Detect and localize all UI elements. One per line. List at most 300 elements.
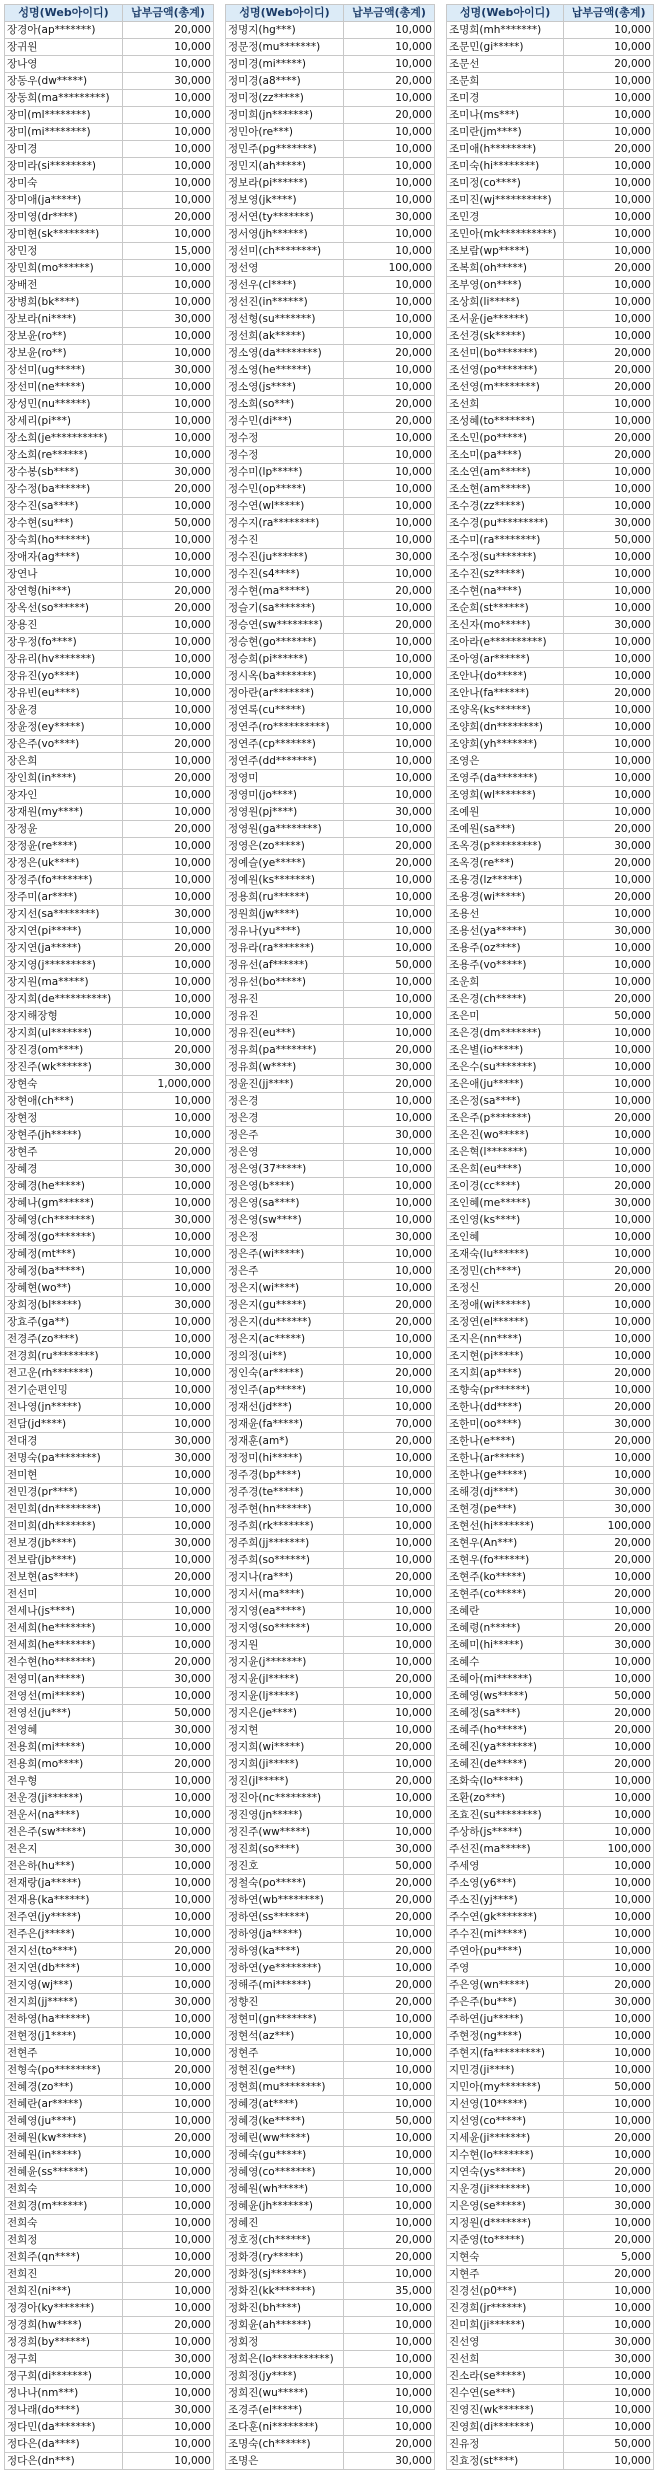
donation-amount: 20,000 bbox=[344, 1076, 435, 1093]
donation-amount: 20,000 bbox=[564, 889, 654, 906]
donor-name: 정선영 bbox=[226, 260, 344, 277]
donation-amount: 20,000 bbox=[564, 1756, 654, 1773]
donation-amount: 10,000 bbox=[123, 1093, 214, 1110]
donation-amount: 10,000 bbox=[564, 2419, 654, 2436]
donation-amount: 10,000 bbox=[123, 1501, 214, 1518]
table-row bbox=[226, 940, 435, 957]
donor-name: 조선미(bo*******) bbox=[447, 345, 564, 362]
donor-name: 정미경(a8****) bbox=[226, 73, 344, 90]
donor-name: 장유빈(eu****) bbox=[5, 685, 123, 702]
table-row bbox=[226, 345, 435, 362]
table-row bbox=[226, 2096, 435, 2113]
table-row bbox=[226, 1841, 435, 1858]
donor-name: 전나영(jn*****) bbox=[5, 1399, 123, 1416]
table-row bbox=[226, 362, 435, 379]
table-row bbox=[447, 1365, 654, 1382]
donor-name: 장혜경(he*****) bbox=[5, 1178, 123, 1195]
donation-amount: 10,000 bbox=[564, 1161, 654, 1178]
donation-amount: 10,000 bbox=[344, 1110, 435, 1127]
table-row bbox=[5, 2215, 214, 2232]
donation-amount: 10,000 bbox=[344, 1535, 435, 1552]
table-row bbox=[447, 1620, 654, 1637]
donor-name: 조아영(ar******) bbox=[447, 651, 564, 668]
donation-amount: 10,000 bbox=[344, 1620, 435, 1637]
donor-name: 장병희(bk****) bbox=[5, 294, 123, 311]
donation-amount: 10,000 bbox=[123, 2385, 214, 2402]
table-row bbox=[5, 2011, 214, 2028]
table-row bbox=[447, 974, 654, 991]
donation-amount: 10,000 bbox=[123, 1348, 214, 1365]
donor-name: 정미정(zz*****) bbox=[226, 90, 344, 107]
donor-name: 조효진(su********) bbox=[447, 1807, 564, 1824]
donation-amount: 20,000 bbox=[123, 1654, 214, 1671]
donation-amount: 10,000 bbox=[344, 39, 435, 56]
table-row bbox=[226, 2300, 435, 2317]
donation-amount: 20,000 bbox=[123, 583, 214, 600]
donor-name: 주연아(pu****) bbox=[447, 1943, 564, 1960]
donation-amount: 50,000 bbox=[564, 2436, 654, 2453]
table-row bbox=[226, 1365, 435, 1382]
table-row bbox=[5, 1042, 214, 1059]
donor-name: 장희정(bl*****) bbox=[5, 1297, 123, 1314]
table-row bbox=[226, 175, 435, 192]
table-row bbox=[5, 1433, 214, 1450]
donation-amount: 20,000 bbox=[344, 2436, 435, 2453]
donation-amount: 20,000 bbox=[564, 1977, 654, 1994]
donation-amount: 10,000 bbox=[344, 2130, 435, 2147]
donor-name: 조정민(ch****) bbox=[447, 1263, 564, 1280]
donor-name: 전미현 bbox=[5, 1467, 123, 1484]
header-amount: 납부금액(총계) bbox=[123, 5, 214, 22]
donor-name: 정하연(wb********) bbox=[226, 1892, 344, 1909]
donor-name: 진선영 bbox=[447, 2334, 564, 2351]
donation-amount: 10,000 bbox=[344, 277, 435, 294]
table-row bbox=[447, 651, 654, 668]
table-row bbox=[447, 2181, 654, 2198]
table-row bbox=[447, 2368, 654, 2385]
donor-name: 전혜란(ar*****) bbox=[5, 2096, 123, 2113]
donor-name: 조미정(co****) bbox=[447, 175, 564, 192]
donation-amount: 10,000 bbox=[344, 464, 435, 481]
donor-name: 전혜원(kw*****) bbox=[5, 2130, 123, 2147]
donation-amount: 10,000 bbox=[123, 2028, 214, 2045]
donor-name: 정지현 bbox=[226, 1722, 344, 1739]
table-row bbox=[447, 2249, 654, 2266]
donor-name: 정현석(az***) bbox=[226, 2028, 344, 2045]
donation-amount: 10,000 bbox=[123, 39, 214, 56]
donation-amount: 10,000 bbox=[564, 651, 654, 668]
donor-name: 전경주(zo****) bbox=[5, 1331, 123, 1348]
donor-name: 정하영(ka****) bbox=[226, 1943, 344, 1960]
donor-name: 전혜영(ju****) bbox=[5, 2113, 123, 2130]
donation-amount: 10,000 bbox=[344, 1484, 435, 1501]
donor-name: 정혜린(ww*****) bbox=[226, 2130, 344, 2147]
donor-name: 정혜윤(jh*******) bbox=[226, 2198, 344, 2215]
donor-name: 지정원(d*******) bbox=[447, 2215, 564, 2232]
table-row bbox=[447, 770, 654, 787]
table-row bbox=[447, 1909, 654, 1926]
donation-amount: 10,000 bbox=[564, 974, 654, 991]
donor-name: 주수연(gk*******) bbox=[447, 1909, 564, 1926]
donation-amount: 20,000 bbox=[564, 1178, 654, 1195]
donation-amount: 10,000 bbox=[344, 1450, 435, 1467]
donation-amount: 10,000 bbox=[564, 1909, 654, 1926]
donation-amount: 10,000 bbox=[344, 1756, 435, 1773]
table-row bbox=[226, 821, 435, 838]
donor-name: 장보라(ni****) bbox=[5, 311, 123, 328]
donor-name: 장혜나(gm******) bbox=[5, 1195, 123, 1212]
table-row bbox=[447, 22, 654, 39]
donation-amount: 10,000 bbox=[344, 600, 435, 617]
donation-amount: 30,000 bbox=[344, 1127, 435, 1144]
donation-amount: 30,000 bbox=[564, 1416, 654, 1433]
donor-name: 전희숙 bbox=[5, 2215, 123, 2232]
donor-name: 정향진 bbox=[226, 1994, 344, 2011]
donor-name: 장미현(sk********) bbox=[5, 226, 123, 243]
donor-name: 정영은(zo*****) bbox=[226, 838, 344, 855]
donor-name: 장정은(uk****) bbox=[5, 855, 123, 872]
donation-amount: 10,000 bbox=[123, 2045, 214, 2062]
donation-amount: 10,000 bbox=[123, 651, 214, 668]
table-row bbox=[5, 668, 214, 685]
donor-name: 정은영(b****) bbox=[226, 1178, 344, 1195]
donor-name: 정지윤(lj*****) bbox=[226, 1688, 344, 1705]
table-row bbox=[226, 192, 435, 209]
table-row bbox=[447, 787, 654, 804]
donation-amount: 10,000 bbox=[564, 2045, 654, 2062]
table-row bbox=[5, 56, 214, 73]
table-row bbox=[5, 1518, 214, 1535]
donation-amount: 10,000 bbox=[564, 2147, 654, 2164]
donor-name: 장선미(ug*****) bbox=[5, 362, 123, 379]
donation-amount: 10,000 bbox=[123, 124, 214, 141]
donor-name: 조양옥(ks******) bbox=[447, 702, 564, 719]
donation-amount: 10,000 bbox=[564, 1212, 654, 1229]
donation-amount: 10,000 bbox=[564, 600, 654, 617]
donor-name: 정진영(jn*****) bbox=[226, 1807, 344, 1824]
donor-name: 정진아(nc********) bbox=[226, 1790, 344, 1807]
table-row bbox=[447, 1841, 654, 1858]
donor-name: 장유리(hv*******) bbox=[5, 651, 123, 668]
donation-amount: 10,000 bbox=[344, 175, 435, 192]
donor-name: 정시옥(ba*******) bbox=[226, 668, 344, 685]
table-row bbox=[226, 2266, 435, 2283]
table-row bbox=[447, 481, 654, 498]
donation-amount: 30,000 bbox=[564, 2334, 654, 2351]
donation-amount: 20,000 bbox=[344, 1909, 435, 1926]
donation-amount: 10,000 bbox=[564, 1025, 654, 1042]
donation-amount: 30,000 bbox=[123, 311, 214, 328]
donor-name: 지선영(10*****) bbox=[447, 2096, 564, 2113]
table-row bbox=[447, 1433, 654, 1450]
donor-name: 주상하(js*****) bbox=[447, 1824, 564, 1841]
donation-amount: 20,000 bbox=[564, 1110, 654, 1127]
donation-amount: 10,000 bbox=[564, 1875, 654, 1892]
donor-name: 장수진(sa****) bbox=[5, 498, 123, 515]
table-row bbox=[5, 1637, 214, 1654]
table-row bbox=[226, 515, 435, 532]
table-row bbox=[5, 2266, 214, 2283]
donation-amount: 10,000 bbox=[564, 1892, 654, 1909]
donation-amount: 10,000 bbox=[123, 1620, 214, 1637]
donor-name: 정원희(jw****) bbox=[226, 906, 344, 923]
donor-name: 장성민(nu******) bbox=[5, 396, 123, 413]
table-row bbox=[447, 2436, 654, 2453]
table-row bbox=[447, 685, 654, 702]
donation-amount: 70,000 bbox=[344, 1416, 435, 1433]
donor-name: 조민아(mk**********) bbox=[447, 226, 564, 243]
table-row bbox=[5, 1314, 214, 1331]
table-row bbox=[226, 583, 435, 600]
donation-amount: 10,000 bbox=[564, 175, 654, 192]
donor-name: 전재용(ka******) bbox=[5, 1892, 123, 1909]
table-row bbox=[447, 532, 654, 549]
table-row bbox=[5, 396, 214, 413]
donor-name: 조옥경(re***) bbox=[447, 855, 564, 872]
donor-name: 조문민(gi*****) bbox=[447, 39, 564, 56]
donor-name: 조영은 bbox=[447, 753, 564, 770]
table-row bbox=[5, 1399, 214, 1416]
donor-name: 조선경(sk*****) bbox=[447, 328, 564, 345]
donation-amount: 10,000 bbox=[344, 2419, 435, 2436]
donor-name: 전세희(he*******) bbox=[5, 1620, 123, 1637]
table-row bbox=[5, 1195, 214, 1212]
table-row bbox=[226, 1671, 435, 1688]
donation-amount: 10,000 bbox=[564, 209, 654, 226]
table-row bbox=[447, 1654, 654, 1671]
table-row bbox=[5, 90, 214, 107]
donor-name: 정유진 bbox=[226, 1008, 344, 1025]
table-row bbox=[5, 1025, 214, 1042]
donor-name: 조명숙(ch******) bbox=[226, 2436, 344, 2453]
donation-amount: 10,000 bbox=[564, 277, 654, 294]
table-row bbox=[447, 158, 654, 175]
donor-name: 정영원(pj****) bbox=[226, 804, 344, 821]
donation-amount: 10,000 bbox=[564, 498, 654, 515]
table-row bbox=[447, 889, 654, 906]
donation-amount: 30,000 bbox=[123, 1433, 214, 1450]
donor-name: 정유진(eu***) bbox=[226, 1025, 344, 1042]
table-row bbox=[5, 753, 214, 770]
donation-amount: 10,000 bbox=[344, 2164, 435, 2181]
donation-amount: 10,000 bbox=[344, 226, 435, 243]
table-row bbox=[226, 39, 435, 56]
donor-name: 정유희(w****) bbox=[226, 1059, 344, 1076]
donor-name: 정은영(sw****) bbox=[226, 1212, 344, 1229]
donor-name: 정연주(dd*******) bbox=[226, 753, 344, 770]
donor-name: 장혜정(go*******) bbox=[5, 1229, 123, 1246]
donor-name: 조화숙(lo*****) bbox=[447, 1773, 564, 1790]
table-row bbox=[5, 940, 214, 957]
donation-amount: 30,000 bbox=[344, 2453, 435, 2470]
table-row bbox=[447, 1314, 654, 1331]
donation-amount: 10,000 bbox=[344, 1399, 435, 1416]
donation-amount: 10,000 bbox=[344, 22, 435, 39]
donation-amount: 30,000 bbox=[344, 804, 435, 821]
table-row bbox=[5, 311, 214, 328]
donation-amount: 10,000 bbox=[344, 447, 435, 464]
donor-name: 조미애(h********) bbox=[447, 141, 564, 158]
table-row bbox=[5, 2147, 214, 2164]
donation-amount: 10,000 bbox=[123, 141, 214, 158]
table-row bbox=[226, 923, 435, 940]
donation-amount: 20,000 bbox=[344, 107, 435, 124]
table-row bbox=[226, 2062, 435, 2079]
donation-amount: 10,000 bbox=[123, 991, 214, 1008]
donation-amount: 10,000 bbox=[123, 668, 214, 685]
donor-name: 장혜영(ch*******) bbox=[5, 1212, 123, 1229]
donor-name: 장지희(de**********) bbox=[5, 991, 123, 1008]
donation-amount: 20,000 bbox=[123, 770, 214, 787]
donor-name: 정은경 bbox=[226, 1093, 344, 1110]
donation-amount: 10,000 bbox=[564, 1144, 654, 1161]
donor-name: 정선우(cl****) bbox=[226, 277, 344, 294]
table-row bbox=[226, 1161, 435, 1178]
donor-name: 조용주(oz****) bbox=[447, 940, 564, 957]
table-row bbox=[447, 243, 654, 260]
table-row bbox=[5, 1331, 214, 1348]
donation-amount: 10,000 bbox=[123, 158, 214, 175]
donation-amount: 20,000 bbox=[344, 413, 435, 430]
donation-amount: 10,000 bbox=[344, 1331, 435, 1348]
donation-amount: 10,000 bbox=[344, 2147, 435, 2164]
donor-name: 정수미(lp*****) bbox=[226, 464, 344, 481]
donation-amount: 10,000 bbox=[344, 1552, 435, 1569]
donor-name: 지민아(my*******) bbox=[447, 2079, 564, 2096]
table-row bbox=[447, 2232, 654, 2249]
donor-name: 정현진(ge***) bbox=[226, 2062, 344, 2079]
donor-name: 장미숙 bbox=[5, 175, 123, 192]
table-row bbox=[226, 1773, 435, 1790]
donation-amount: 20,000 bbox=[344, 855, 435, 872]
table-row bbox=[447, 1892, 654, 1909]
donor-name: 조혜란 bbox=[447, 1603, 564, 1620]
table-row bbox=[226, 1093, 435, 1110]
table-row bbox=[5, 1008, 214, 1025]
table-row bbox=[447, 753, 654, 770]
donation-amount: 20,000 bbox=[564, 2232, 654, 2249]
table-row bbox=[226, 974, 435, 991]
table-row bbox=[447, 1297, 654, 1314]
donation-amount: 10,000 bbox=[344, 1263, 435, 1280]
table-row bbox=[447, 1518, 654, 1535]
table-row bbox=[447, 1739, 654, 1756]
table-row bbox=[226, 1722, 435, 1739]
table-row bbox=[5, 634, 214, 651]
table-row bbox=[226, 1739, 435, 1756]
donor-name: 정은주 bbox=[226, 1127, 344, 1144]
donor-name: 조수진(sz*****) bbox=[447, 566, 564, 583]
donor-name: 지현주 bbox=[447, 2266, 564, 2283]
table-row bbox=[447, 2062, 654, 2079]
donation-amount: 20,000 bbox=[564, 1263, 654, 1280]
donor-name: 장혜현(wo**) bbox=[5, 1280, 123, 1297]
donor-name: 장민정 bbox=[5, 243, 123, 260]
donation-amount: 10,000 bbox=[123, 2419, 214, 2436]
table-row bbox=[226, 1552, 435, 1569]
table-row bbox=[226, 1620, 435, 1637]
donor-name: 전영선(ju***) bbox=[5, 1705, 123, 1722]
donor-name: 지수현(lo*******) bbox=[447, 2147, 564, 2164]
table-row bbox=[447, 2130, 654, 2147]
donation-amount: 30,000 bbox=[344, 1229, 435, 1246]
donation-amount: 10,000 bbox=[123, 787, 214, 804]
table-row bbox=[447, 294, 654, 311]
table-row bbox=[5, 328, 214, 345]
donor-name: 조은진(wo*****) bbox=[447, 1127, 564, 1144]
table-row bbox=[226, 396, 435, 413]
table-row bbox=[447, 2334, 654, 2351]
table-row bbox=[226, 1110, 435, 1127]
table-row bbox=[5, 1076, 214, 1093]
donor-name: 장현애(ch***) bbox=[5, 1093, 123, 1110]
table-row bbox=[5, 515, 214, 532]
donor-name: 전대경 bbox=[5, 1433, 123, 1450]
donation-amount: 10,000 bbox=[344, 1280, 435, 1297]
table-row bbox=[447, 1671, 654, 1688]
donor-name: 조선영(po*******) bbox=[447, 362, 564, 379]
donation-amount: 10,000 bbox=[564, 90, 654, 107]
donation-amount: 20,000 bbox=[344, 1875, 435, 1892]
donation-amount: 50,000 bbox=[344, 957, 435, 974]
donor-name: 전희정 bbox=[5, 2232, 123, 2249]
donation-amount: 10,000 bbox=[123, 2164, 214, 2181]
table-row bbox=[447, 2385, 654, 2402]
table-row bbox=[226, 1875, 435, 1892]
donation-amount: 10,000 bbox=[564, 770, 654, 787]
table-row bbox=[447, 1484, 654, 1501]
table-row bbox=[447, 1195, 654, 1212]
donation-amount: 20,000 bbox=[344, 1994, 435, 2011]
table-row bbox=[447, 2283, 654, 2300]
donation-amount: 10,000 bbox=[344, 2181, 435, 2198]
donor-name: 정소영(da********) bbox=[226, 345, 344, 362]
donor-name: 정지윤(jl*****) bbox=[226, 1671, 344, 1688]
donor-name: 정수지(ra********) bbox=[226, 515, 344, 532]
table-row bbox=[447, 1382, 654, 1399]
donation-amount: 20,000 bbox=[564, 1433, 654, 1450]
donation-amount: 10,000 bbox=[123, 2147, 214, 2164]
table-row bbox=[226, 617, 435, 634]
donation-amount: 50,000 bbox=[123, 515, 214, 532]
table-row bbox=[226, 1280, 435, 1297]
donation-amount: 20,000 bbox=[344, 1433, 435, 1450]
table-row bbox=[5, 413, 214, 430]
table-row bbox=[5, 1450, 214, 1467]
donation-amount: 20,000 bbox=[344, 2232, 435, 2249]
donor-name: 장진경(om****) bbox=[5, 1042, 123, 1059]
donor-name: 장지선(sa********) bbox=[5, 906, 123, 923]
table-row bbox=[226, 1263, 435, 1280]
table-row bbox=[226, 532, 435, 549]
donation-amount: 30,000 bbox=[123, 464, 214, 481]
donor-name: 전명숙(pa********) bbox=[5, 1450, 123, 1467]
table-row bbox=[5, 2402, 214, 2419]
donation-amount: 10,000 bbox=[123, 226, 214, 243]
donation-amount: 10,000 bbox=[344, 2011, 435, 2028]
donation-amount: 10,000 bbox=[123, 1178, 214, 1195]
donor-name: 정현미(gn*******) bbox=[226, 2011, 344, 2028]
donation-amount: 20,000 bbox=[564, 379, 654, 396]
donation-amount: 10,000 bbox=[123, 2198, 214, 2215]
table-row bbox=[226, 73, 435, 90]
donation-amount: 10,000 bbox=[123, 974, 214, 991]
donation-amount: 10,000 bbox=[564, 787, 654, 804]
donation-amount: 10,000 bbox=[123, 1807, 214, 1824]
donation-amount: 10,000 bbox=[123, 56, 214, 73]
donation-amount: 10,000 bbox=[564, 906, 654, 923]
table-row bbox=[447, 1025, 654, 1042]
